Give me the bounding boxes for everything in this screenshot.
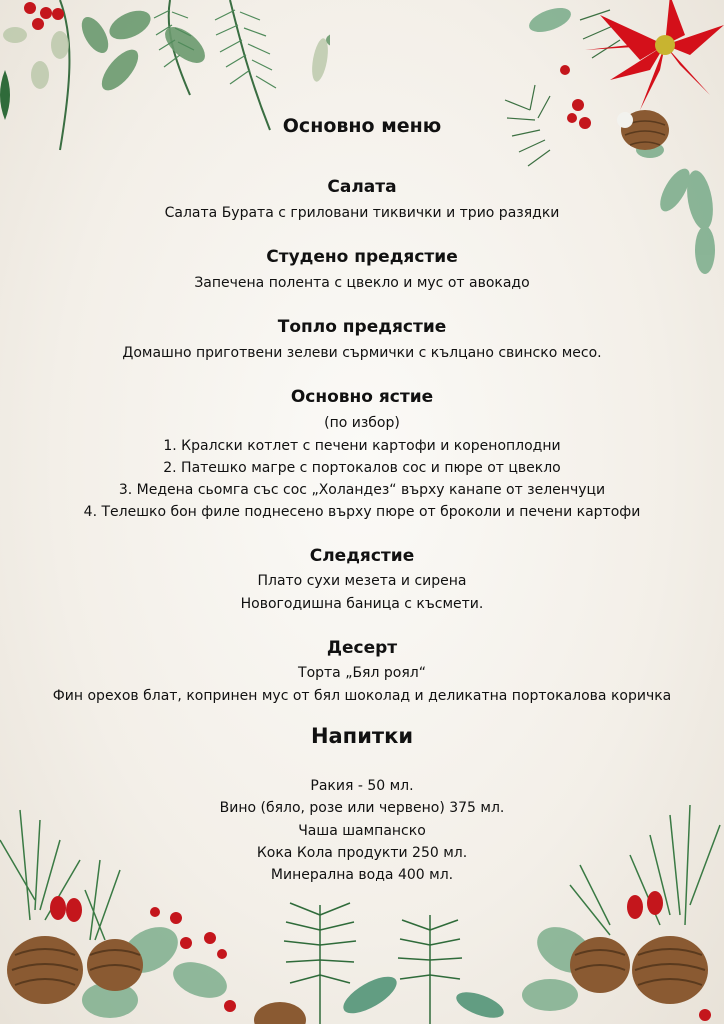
menu-line: Чаша шампанско bbox=[298, 823, 426, 839]
list-item: 1. Кралски котлет с печени картофи и кореноплодни bbox=[163, 438, 561, 454]
list-item: 3. Медена сьомга със сос „Холандез“ върху канапе от зеленчуци bbox=[118, 482, 606, 498]
section-heading: Основно ястие bbox=[290, 387, 434, 407]
section-heading: Топло предястие bbox=[277, 317, 447, 337]
menu-line: Новогодишна баница с късмети. bbox=[240, 596, 484, 612]
menu-line: Кока Кола продукти 250 мл. bbox=[256, 845, 468, 861]
menu-line: Ракия - 50 мл. bbox=[310, 778, 414, 794]
menu-line: Домашно приготвени зелеви сърмички с кълцано свинско месо. bbox=[122, 345, 602, 361]
menu-line: Фин орехов блат, копринен мус от бял шоколад и деликатна портокалова коричка bbox=[52, 688, 672, 704]
menu-line: Плато сухи мезета и сирена bbox=[257, 573, 467, 589]
menu-line: Вино (бяло, розе или червено) 375 мл. bbox=[219, 800, 505, 816]
section-note: (по избор) bbox=[324, 415, 400, 431]
menu-line: Салата Бурата с гриловани тиквички и трио разядки bbox=[164, 205, 560, 221]
page-title: Основно меню bbox=[282, 115, 442, 137]
section-heading: Десерт bbox=[326, 638, 398, 658]
section-heading: Напитки bbox=[310, 724, 414, 748]
section-heading: Студено предястие bbox=[266, 247, 458, 267]
section-heading: Салата bbox=[327, 177, 397, 197]
menu-line: Торта „Бял роял“ bbox=[298, 665, 426, 681]
menu-line: Запечена полента с цвекло и мус от авокадо bbox=[194, 275, 530, 291]
section-heading: Следястие bbox=[309, 546, 415, 566]
list-item: 4. Телешко бон филе поднесено върху пюре от броколи и печени картофи bbox=[83, 504, 641, 520]
list-item: 2. Патешко магре с портокалов сос и пюре от цвекло bbox=[163, 460, 561, 476]
menu-line: Минерална вода 400 мл. bbox=[270, 867, 454, 883]
